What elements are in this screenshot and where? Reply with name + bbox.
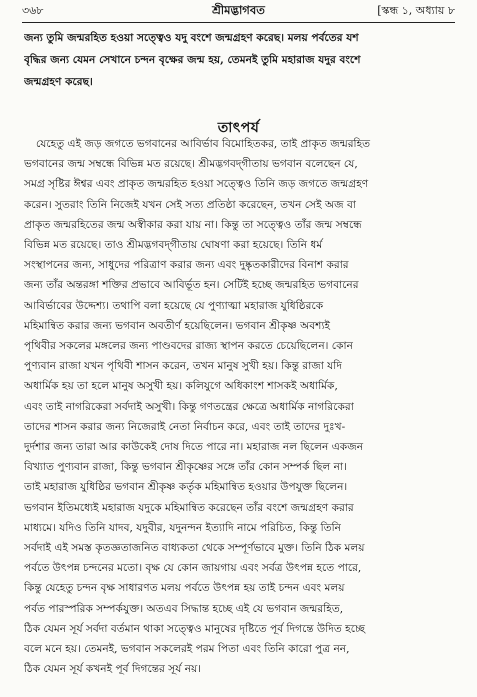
purport-line: সংস্থাপনের জন্য, সাধুদের পরিত্রাণ করার জন্য এবং দুষ্কৃতকারীদের বিনাশ করার — [24, 259, 349, 272]
purport-line: পৃথিবীর সকলের মঙ্গলের জন্য পাণ্ডবদের রাজ্য স্থাপন করতে চেয়েছিলেন। কোন — [24, 340, 353, 353]
page-header — [22, 0, 455, 23]
translation-line: বৃদ্ধির জন্য যেমন সেখানে চন্দন বৃক্ষের জন্ম হয়, তেমনই তুমি মহারাজ যদুর বংশে — [24, 54, 361, 66]
chapter-reference: [স্কন্ধ ১, অধ্যায় ৮ — [377, 3, 455, 17]
purport-line: পুণ্যবান রাজা যখন পৃথিবী শাসন করেন, তখন মানুষ সুখী হয়। কিন্তু রাজা যদি — [24, 360, 342, 373]
translation-text — [24, 27, 455, 93]
purport-line: জন্য তাঁর অন্তরঙ্গা শক্তির প্রভাবে আবির্ভূত হন। সেটিই হচ্ছে জন্মরহিত ভগবানের — [24, 279, 359, 292]
purport-line: ভগবান ইতিমধ্যেই মহারাজ যদুকে মহিমান্বিত করেছেন তাঁর বংশে জন্মগ্রহণ করার — [24, 501, 354, 514]
purport-line: মাধ্যমে। যদিও তিনি যাদব, যদুবীর, যদুনন্দন ইত্যাদি নামে পরিচিত, কিন্তু তিনি — [24, 521, 341, 534]
purport-line: ঠিক যেমন সূর্য কখনই পূর্ব দিগন্তের সূর্য নয়। — [24, 663, 202, 676]
purport-line: প্রাকৃত জন্মরহিতের জন্ম অস্বীকার করা যায় না। কিন্তু তা সত্ত্বেও তাঁর জন্ম সম্বন্ধে — [24, 218, 362, 231]
translation-line: জন্য তুমি জন্মরহিত হওয়া সত্ত্বেও যদু বংশে জন্মগ্রহণ করেছ। মলয় পর্বতের যশ — [24, 32, 359, 44]
purport-line: তাদের শাসন করার জন্য নিজেরাই নেতা নির্বাচন করে, এবং তাই তাদের দুঃখ- — [24, 420, 346, 433]
purport-line: মহিমান্বিত করার জন্য ভগবান অবতীর্ণ হয়েছিলেন। ভগবান শ্রীকৃষ্ণ অবশ্যই — [24, 319, 331, 332]
page-number: ৩৬৮ — [22, 3, 44, 17]
purport-line: যেহেতু এই জড় জগতে ভগবানের আবির্ভাব বিমোহিতকর, তাই প্রাকৃত জন্মরহিত — [36, 138, 371, 150]
purport-line: ঠিক যেমন সূর্য সর্বদা বর্তমান থাকা সত্ত্বেও মানুষের দৃষ্টিতে পূর্ব দিগন্তে উদিত হচ্ছে — [24, 622, 366, 635]
purport-line: পর্বতে উৎপন্ন চন্দনের মতো। বৃক্ষ যে কোন জায়গায় এবং সর্বত্র উৎপন্ন হতে পারে, — [24, 562, 362, 575]
purport-line: সমগ্র সৃষ্টির ঈশ্বর এবং প্রাকৃত জন্মরহিত হওয়া সত্ত্বেও তিনি জড় জগতে জন্মগ্রহণ — [24, 178, 369, 191]
purport-line: বিখ্যাত পুণ্যবান রাজা, কিন্তু ভগবান শ্রীকৃষ্ণের সঙ্গে তাঁর কোন সম্পর্ক ছিল না। — [24, 461, 347, 474]
purport-line: এবং তাই নাগরিকেরা সর্বদাই অসুখী। কিন্তু গণতন্ত্রের ক্ষেত্রে অধার্মিক নাগরিকেরা — [24, 400, 354, 413]
purport-line: দুর্দশার জন্য তারা আর কাউকেই দোষ দিতে পারে না। মহারাজ নল ছিলেন একজন — [24, 441, 364, 454]
purport-line: কিন্তু যেহেতু চন্দন বৃক্ষ সাধারণত মলয় পর্বতে উৎপন্ন হয় তাই চন্দন এবং মলয় — [24, 582, 345, 595]
purport-line: বিভিন্ন মত রয়েছে। তাও শ্রীমদ্ভগবদ্‌গীতায় ঘোষণা করা হয়েছে। তিনি ধর্ম — [24, 239, 323, 252]
purport-text — [24, 134, 455, 679]
purport-line: আবির্ভাবের উদ্দেশ্য। তথাপি বলা হয়েছে যে পুণ্যাত্মা মহারাজ যুধিষ্ঠিরকে — [24, 299, 324, 312]
purport-line: করেন। সুতরাং তিনি নিজেই যখন সেই সত্য প্রতিষ্ঠা করেছেন, তখন সেই অজ বা — [24, 198, 356, 211]
purport-line: পর্বত পারস্পরিক সম্পর্কযুক্ত। অতএব সিদ্ধান্ত হচ্ছে এই যে ভগবান জন্মরহিত, — [24, 602, 344, 615]
purport-heading: তাৎপর্য — [217, 120, 260, 136]
book-title: শ্রীমদ্ভাগবত — [212, 2, 265, 17]
purport-line: তাই মহারাজ যুধিষ্ঠির ভগবান শ্রীকৃষ্ণ কর্তৃক মহিমান্বিত হওয়ার উপযুক্ত ছিলেন। — [24, 481, 348, 494]
purport-line: ভগবানের জন্ম সম্বন্ধে বিভিন্ন মত রয়েছে। শ্রীমদ্ভগবদ্‌গীতায় ভগবান বলেছেন যে, — [24, 158, 358, 171]
purport-line: সর্বদাই এই সমস্ত কৃতজ্ঞতাজনিত বাধ্যকতা থেকে সম্পূর্ণভাবে মুক্ত। তিনি ঠিক মলয় — [24, 542, 365, 555]
purport-line: অধার্মিক হয় তা হলে মানুষ অসুখী হয়। কলিযুগে অধিকাংশ শাসকই অধার্মিক, — [24, 380, 338, 393]
translation-line: জন্মগ্রহণ করেছ। — [24, 76, 93, 88]
purport-line: বলে মনে হয়। তেমনই, ভগবান সকলেরই পরম পিতা এবং তিনি কারো পুত্র নন, — [24, 643, 350, 656]
